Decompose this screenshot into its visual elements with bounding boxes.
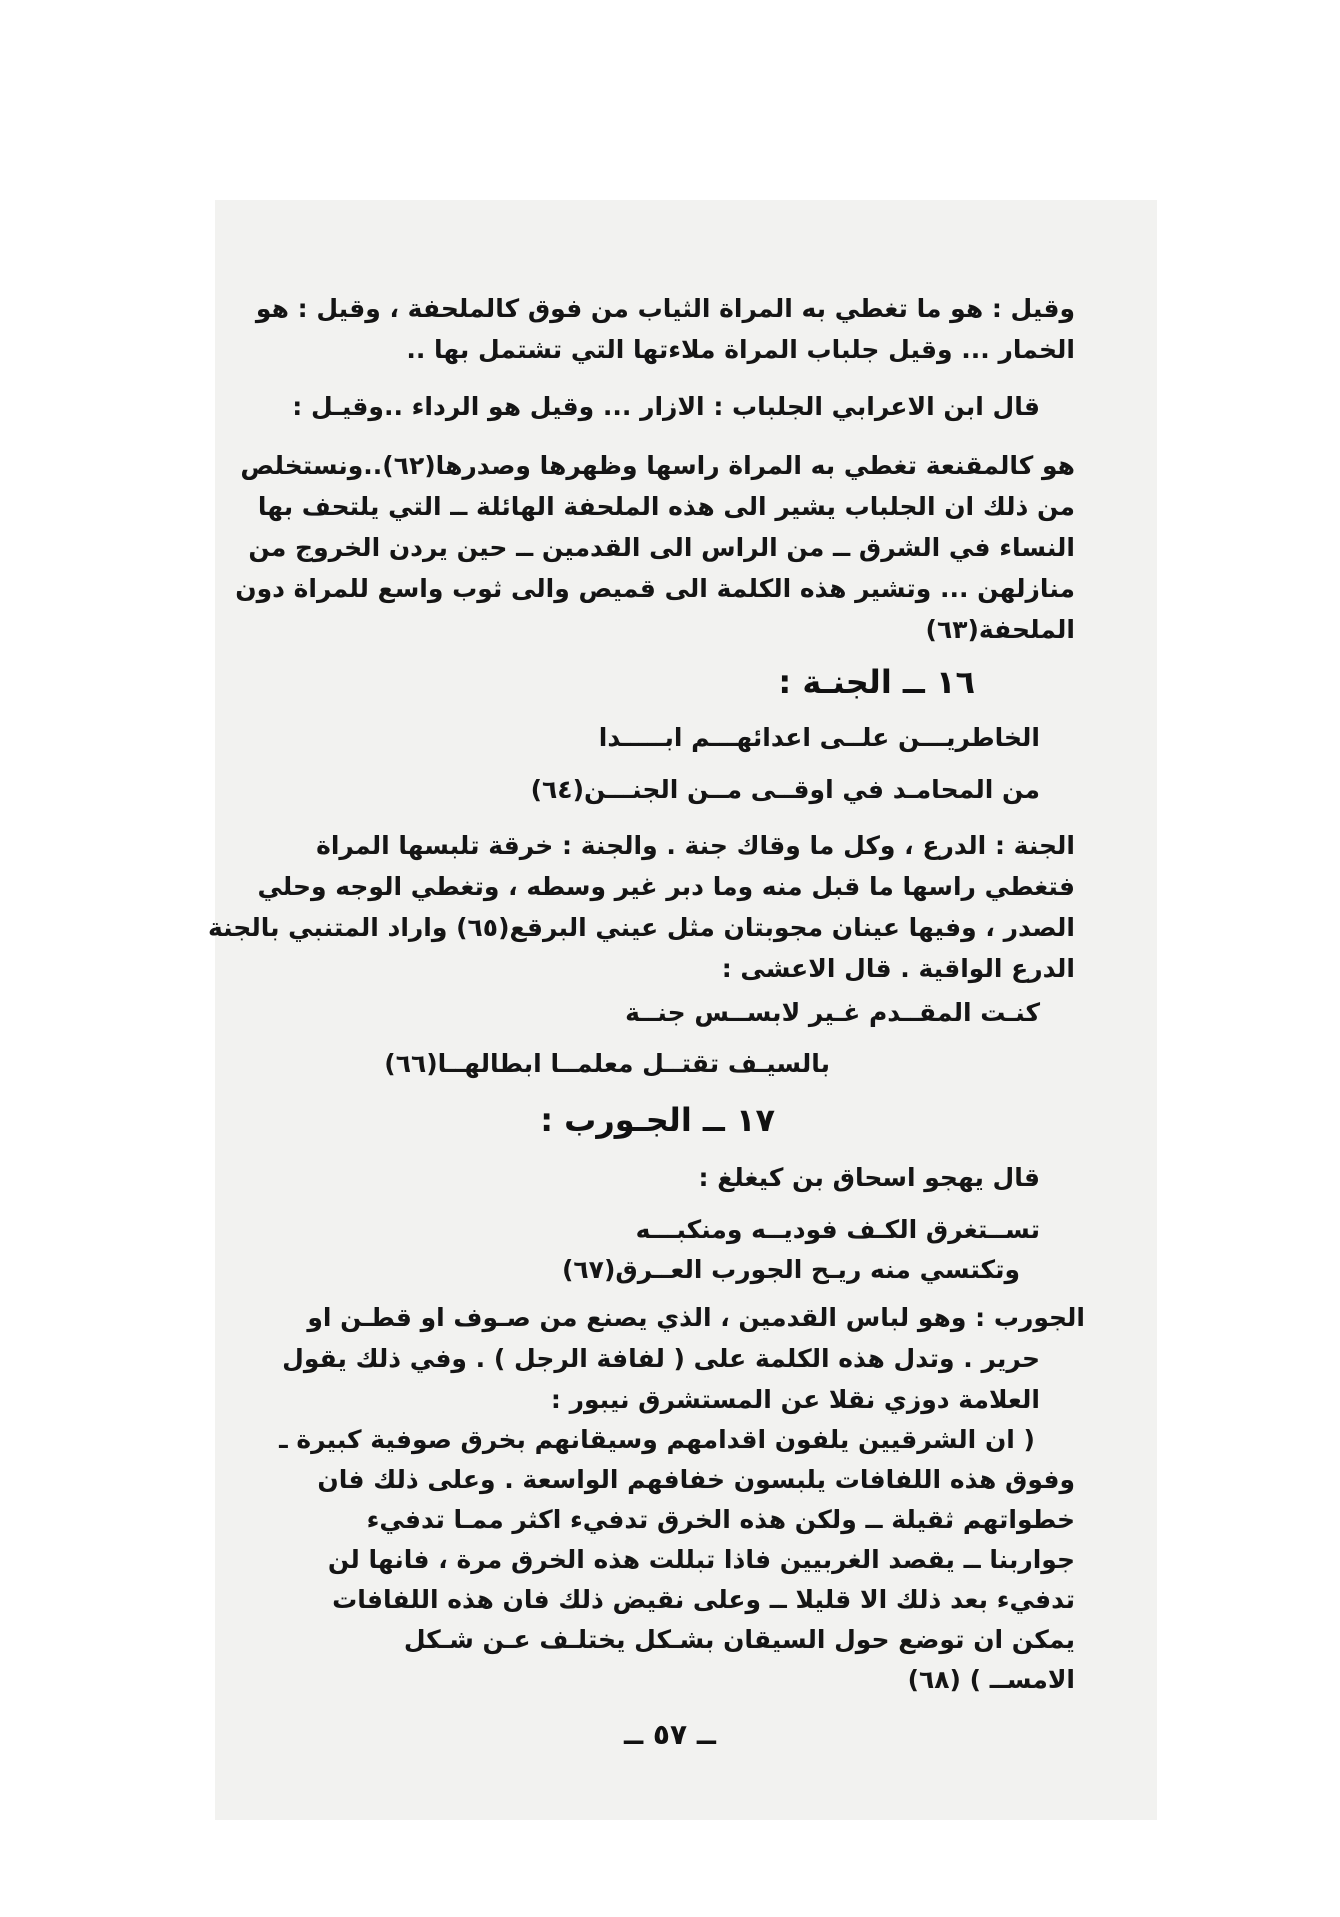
text-line: ( ان الشرقيين يلفون اقدامهم وسيقانهم بخرق صوفية كبيرة ـ: [279, 1425, 1035, 1454]
section-heading-16: ١٦ ــ الجنـة :: [778, 663, 975, 701]
paragraph-7: [250, 1420, 1075, 1700]
text-line: الجورب : وهو لباس القدمين ، الذي يصنع من صـوف او قطـن او: [307, 1303, 1085, 1332]
text-line: حرير . وتدل هذه الكلمة على ( لفافة الرجل ) . وفي ذلك يقول: [282, 1344, 1040, 1373]
verse-line: الخاطريـــن علــى اعدائهـــم ابـــــدا: [598, 723, 1040, 752]
text-line: يمكن ان توضع حول السيقان بشـكل يختلـف عـن شـكل: [403, 1625, 1075, 1654]
page-number: ــ ٥٧ ــ: [624, 1718, 716, 1751]
verse-line: كنـت المقــدم غـير لابســس جنــة: [625, 998, 1040, 1027]
text-line: فتغطي راسها ما قبل منه وما دبر غير وسطه ، وتغطي الوجه وحلي: [257, 872, 1075, 901]
text-line: وفوق هذه اللفافات يلبسون خفافهم الواسعة . وعلى ذلك فان: [317, 1465, 1075, 1494]
verse-line: وتكتسي منه ريـح الجورب العــرق(٦٧): [561, 1255, 1020, 1284]
paragraph-2: [265, 386, 1040, 427]
text-line: الامســ ) (٦٨): [907, 1665, 1075, 1694]
paragraph-1: [250, 288, 1075, 370]
paragraph-3: [235, 445, 1075, 650]
text-line: الصدر ، وفيها عينان مجوبتان مثل عيني البرقع(٦٥) واراد المتنبي بالجنة: [207, 913, 1075, 942]
verse-line: تســتغرق الكـف فوديــه ومنكبـــه: [635, 1215, 1040, 1244]
text-line: النساء في الشرق ــ من الراس الى القدمين ــ حين يردن الخروج من: [248, 533, 1075, 562]
text-line: وقيل : هو ما تغطي به المراة الثياب من فوق كالملحفة ، وقيل : هو: [255, 294, 1075, 323]
paragraph-4: [207, 825, 1075, 989]
text-line: قال ابن الاعرابي الجلباب : الازار ... وقيل هو الرداء ..وقيـل :: [292, 392, 1040, 421]
text-line: من ذلك ان الجلباب يشير الى هذه الملحفة الهائلة ــ التي يلتحف بها: [257, 492, 1075, 521]
text-line: الجنة : الدرع ، وكل ما وقاك جنة . والجنة : خرقة تلبسها المراة: [316, 831, 1075, 860]
text-line: خطواتهم ثقيلة ــ ولكن هذه الخرق تدفيء اكثر ممـا تدفيء: [366, 1505, 1075, 1534]
verse-line: من المحامـد في اوقــى مــن الجنـــن(٦٤): [530, 775, 1040, 804]
paragraph-6: [250, 1297, 1085, 1420]
text-line: الخمار ... وقيل جلباب المراة ملاءتها التي تشتمل بها ..: [406, 335, 1075, 364]
text-line: العلامة دوزي نقلا عن المستشرق نيبور :: [550, 1385, 1040, 1414]
text-line: تدفيء بعد ذلك الا قليلا ــ وعلى نقيض ذلك فان هذه اللفافات: [332, 1585, 1075, 1614]
paragraph-5: قال يهجو اسحاق بن كيغلغ :: [698, 1163, 1040, 1192]
text-line: الدرع الواقية . قال الاعشى :: [721, 954, 1075, 983]
text-line: الملحفة(٦٣): [925, 615, 1075, 644]
section-heading-17: ١٧ ــ الجـورب :: [540, 1101, 775, 1139]
text-line: جواربنا ــ يقصد الغربيين فاذا تبللت هذه الخرق مرة ، فانها لن: [327, 1545, 1075, 1574]
verse-line: بالسيـف تقتــل معلمــا ابطالهــا(٦٦): [384, 1049, 830, 1078]
text-line: هو كالمقنعة تغطي به المراة راسها وظهرها وصدرها(٦٢)..ونستخلص: [240, 451, 1075, 480]
text-line: منازلهن ... وتشير هذه الكلمة الى قميص والى ثوب واسع للمراة دون: [235, 574, 1075, 603]
